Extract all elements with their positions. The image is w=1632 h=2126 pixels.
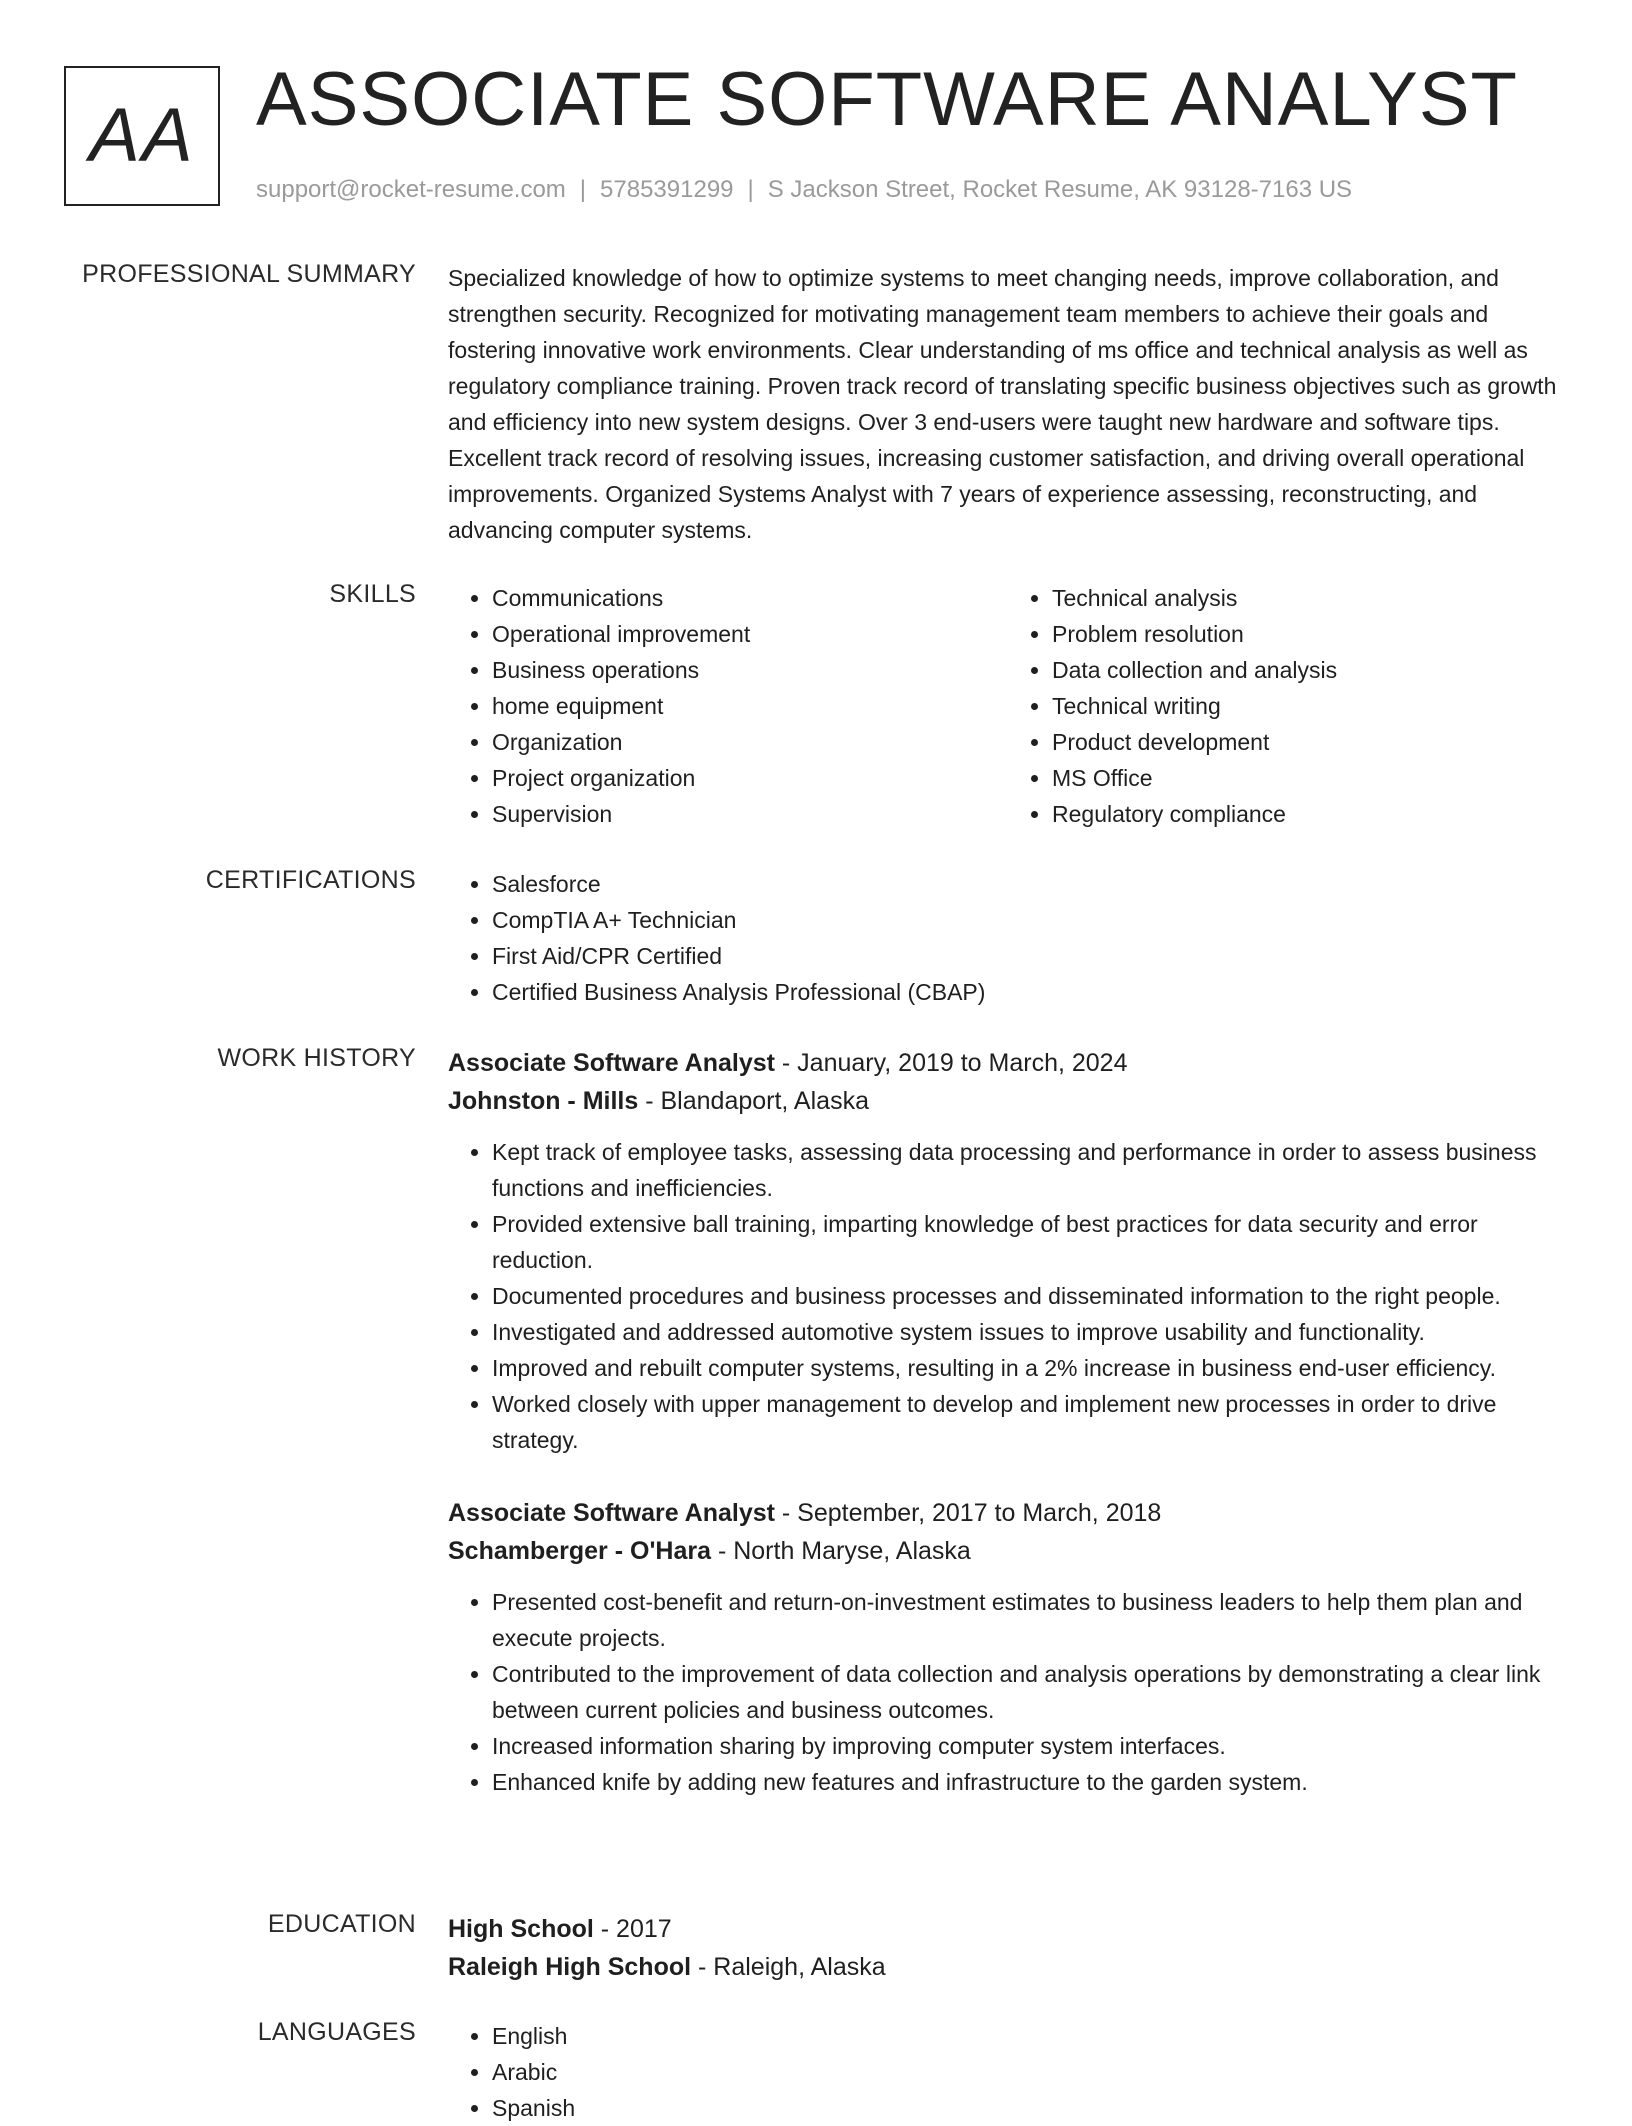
job-location: - North Maryse, Alaska	[711, 1537, 971, 1565]
job-bullet: • Increased information sharing by improving computer system interfaces.	[492, 1728, 1568, 1764]
education-degree: High School	[448, 1915, 594, 1943]
skill-item: • Operational improvement	[492, 616, 1008, 652]
job-bullet: • Provided extensive ball training, imparting knowledge of best practices for data security and error reduction.	[492, 1206, 1568, 1278]
job-company-line	[448, 1532, 1568, 1570]
languages-body	[448, 2018, 1568, 2126]
skill-item: • Project organization	[492, 760, 1008, 796]
skill-item: • MS Office	[1052, 760, 1568, 796]
skill-item: • home equipment	[492, 688, 1008, 724]
job-bullet: • Investigated and addressed automotive system issues to improve usability and functionality.	[492, 1314, 1568, 1350]
job-dates: - January, 2019 to March, 2024	[774, 1049, 1128, 1077]
certification-item: • Salesforce	[492, 866, 1568, 902]
section-label-work-history: WORK HISTORY	[217, 1044, 416, 1072]
certifications-body	[448, 866, 1568, 1010]
job-bullet: • Documented procedures and business processes and disseminated information to the right people.	[492, 1278, 1568, 1314]
certification-item: • Certified Business Analysis Professional (CBAP)	[492, 974, 1568, 1010]
job-bullet: • Contributed to the improvement of data collection and analysis operations by demonstrating a clear link between current policies and business outcomes.	[492, 1656, 1568, 1728]
language-item: • Spanish	[492, 2090, 1568, 2126]
job-title: Associate Software Analyst	[448, 1499, 775, 1527]
language-item: • Arabic	[492, 2054, 1568, 2090]
skills-list-left	[448, 580, 1008, 832]
skill-item: • Communications	[492, 580, 1008, 616]
skill-item: • Problem resolution	[1052, 616, 1568, 652]
monogram-box	[64, 66, 220, 206]
job-bullet: • Presented cost-benefit and return-on-investment estimates to business leaders to help them plan and execute projects.	[492, 1584, 1568, 1656]
job-company: Johnston - Mills	[448, 1087, 639, 1115]
certifications-list	[448, 866, 1568, 1010]
education-school-line	[448, 1948, 1568, 1986]
job-bullet: • Enhanced knife by adding new features and infrastructure to the garden system.	[492, 1764, 1568, 1800]
education-location: - Raleigh, Alaska	[691, 1953, 886, 1981]
skill-item: • Organization	[492, 724, 1008, 760]
job-bullet: • Kept track of employee tasks, assessing data processing and performance in order to assess business functions and inefficiencies.	[492, 1134, 1568, 1206]
education-body	[448, 1910, 1568, 1986]
job-bullets	[448, 1584, 1568, 1800]
contact-separator: |	[747, 176, 754, 203]
contact-phone: 5785391299	[600, 176, 734, 203]
education-degree-line	[448, 1910, 1568, 1948]
job-dates: - September, 2017 to March, 2018	[774, 1499, 1162, 1527]
monogram: AA	[89, 93, 195, 178]
section-label-certifications: CERTIFICATIONS	[205, 866, 416, 894]
job-title-line	[448, 1494, 1568, 1532]
contact-separator: |	[579, 176, 587, 203]
job-entry	[448, 1494, 1568, 1800]
job-company-line	[448, 1082, 1568, 1120]
section-label-skills: SKILLS	[329, 580, 416, 608]
skill-item: • Supervision	[492, 796, 1008, 832]
languages-list	[448, 2018, 1568, 2126]
skill-item: • Regulatory compliance	[1052, 796, 1568, 832]
job-title-line	[448, 1044, 1568, 1082]
job-company: Schamberger - O'Hara	[448, 1537, 711, 1565]
page-title: ASSOCIATE SOFTWARE ANALYST	[256, 57, 1518, 142]
education-year: - 2017	[593, 1915, 672, 1943]
certification-item: • First Aid/CPR Certified	[492, 938, 1568, 974]
work-history-body	[448, 1044, 1568, 1836]
contact-line	[256, 176, 1352, 204]
summary-text: Specialized knowledge of how to optimize systems to meet changing needs, improve collaboration, and strengthen security. Recognized for motivating management team members to achieve their goals and fostering innovative work environments. Clear understanding of ms office and technical analysis as well as regulatory compliance training. Proven track record of translating specific business objectives such as growth and efficiency into new system designs. Over 3 end-users were taught new hardware and software tips. Excellent track record of resolving issues, increasing customer satisfaction, and driving overall operational improvements. Organized Systems Analyst with 7 years of experience assessing, reconstructing, and advancing computer systems.	[448, 265, 1557, 543]
job-title: Associate Software Analyst	[448, 1049, 775, 1077]
skills-body	[448, 580, 1568, 832]
section-label-languages: LANGUAGES	[257, 2018, 416, 2046]
contact-email: support@rocket-resume.com	[256, 176, 566, 203]
job-entry	[448, 1044, 1568, 1458]
skill-item: • Data collection and analysis	[1052, 652, 1568, 688]
section-label-summary: PROFESSIONAL SUMMARY	[82, 260, 416, 288]
skill-item: • Technical writing	[1052, 688, 1568, 724]
certification-item: • CompTIA A+ Technician	[492, 902, 1568, 938]
job-location: - Blandaport, Alaska	[638, 1087, 869, 1115]
contact-address: S Jackson Street, Rocket Resume, AK 93128-7163 US	[767, 176, 1353, 203]
job-bullets	[448, 1134, 1568, 1458]
skills-list-right	[1008, 580, 1568, 832]
skill-item: • Technical analysis	[1052, 580, 1568, 616]
language-item: • English	[492, 2018, 1568, 2054]
section-label-education: EDUCATION	[267, 1910, 416, 1938]
skill-item: • Business operations	[492, 652, 1008, 688]
skill-item: • Product development	[1052, 724, 1568, 760]
job-bullet: • Worked closely with upper management to develop and implement new processes in order to drive strategy.	[492, 1386, 1568, 1458]
education-school: Raleigh High School	[448, 1953, 692, 1981]
summary-body	[448, 260, 1568, 548]
job-bullet: • Improved and rebuilt computer systems, resulting in a 2% increase in business end-user efficiency.	[492, 1350, 1568, 1386]
